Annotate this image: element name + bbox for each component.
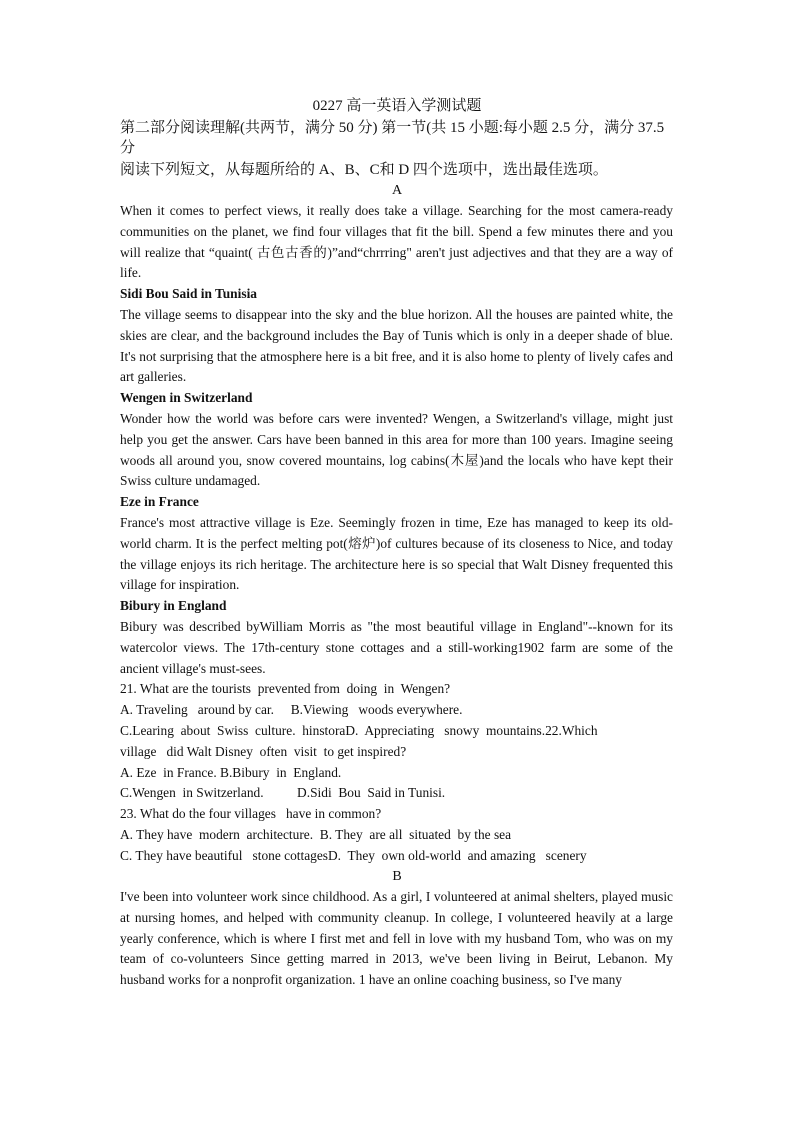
section-heading-wengen: Wengen in Switzerland — [120, 390, 253, 406]
section-heading-bibury: Bibury in England — [120, 598, 227, 614]
section-text-bibury: Bibury was described byWilliam Morris as "the most beautiful village in England"--known for its watercolor views. The 17th-century stone cottages and a still-working1902 farm are some of the ancient village's must-sees. — [120, 618, 673, 676]
question-line: village did Walt Disney often visit to get inspired? — [120, 743, 407, 759]
passage-b — [120, 887, 673, 991]
question-line: C.Learing about Swiss culture. hinstoraD. Appreciating snowy mountains.22.Which — [120, 722, 598, 738]
section-heading-sidi-bou-said: Sidi Bou Said in Tunisia — [120, 286, 257, 302]
question-line: 23. What do the four villages have in common? — [120, 806, 382, 822]
document-title: 0227 高一英语入学测试题 — [312, 98, 482, 114]
question-line: A. Eze in France. B.Bibury in England. — [120, 764, 342, 780]
passage-a — [120, 201, 673, 867]
passage-a-intro: When it comes to perfect views, it really does take a village. Searching for the most camera-ready communities on the planet, we find four villages that fit the bill. Spend a few minutes there and you will realize that “quaint( 古色古香的)”and“chrrring" aren't just adjectives and that they are a way of life. — [120, 203, 673, 281]
question-line: A. Traveling around by car. B.Viewing woods everywhere. — [120, 702, 463, 718]
section-text-sidi-bou-said: The village seems to disappear into the sky and the blue horizon. All the houses are painted white, the skies are clear, and the background includes the Bay of Tunis which is only in a deeper shade of blue. It's not surprising that the atmosphere here is a bit free, and it is also home to plenty of lively cafes and art galleries. — [120, 306, 673, 385]
passage-b-text: I've been into volunteer work since childhood. As a girl, I volunteered at animal shelters, played music at nursing homes, and helped with community cleanup. In college, I volunteered heavily at a large yearly conference, which is where I first met and fell in love with my husband Tom, who was on my team of co-volunteers Since getting marred in 2013, we've been living in Beirut, Lebanon. My husband works for a nonprofit organization. 1 have an online coaching business, so I've many — [120, 889, 673, 988]
section-text-wengen: Wonder how the world was before cars were invented? Wengen, a Switzerland's village, might just help you get the answer. Cars have been banned in this area for more than 100 years. Imagine seeing woods all around you, snow covered mountains, log cabins(木屋)and the locals who have kept their Swiss culture undamaged. — [120, 410, 673, 489]
section-heading-eze: Eze in France — [120, 494, 199, 510]
passage-a-letter: A — [391, 183, 403, 198]
question-line: 21. What are the tourists prevented from doing in Wengen? — [120, 681, 451, 697]
question-line: C. They have beautiful stone cottagesD. They own old-world and amazing scenery — [120, 847, 587, 863]
question-line: A. They have modern architecture. B. They are all situated by the sea — [120, 826, 512, 842]
section-text-eze: France's most attractive village is Eze. Seemingly frozen in time, Eze has managed to keep its old-world charm. It is the perfect melting pot(熔炉)of cultures because of its closeness to Nice, and today the village enjoys its rich heritage. The architecture here is so special that Walt Disney frequented this village for inspiration. — [120, 514, 673, 593]
part-intro: 第二部分阅读理解(共两节，满分 50 分) 第一节(共 15 小题:每小题 2.5 分，满分 37.5 分 — [120, 120, 665, 156]
instruction: 阅读下列短文，从每题所给的 A、B、C和 D 四个选项中，选出最佳选项。 — [120, 162, 608, 178]
passage-b-letter: B — [392, 869, 402, 884]
question-line: C.Wengen in Switzerland. D.Sidi Bou Said in Tunisi. — [120, 785, 446, 801]
